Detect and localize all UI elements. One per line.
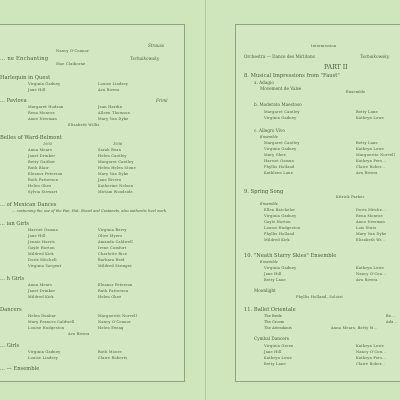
cast-name: Margaret Cantley [264,110,300,114]
subnumber-title: Movement de Valse [260,86,302,91]
cast-name: Anne Newman [28,117,57,121]
cast-name: Mildred Kirk [28,252,54,256]
cast-name: Kathryn Lowe [356,344,384,348]
cast-name: Betty Lane [356,110,378,114]
number-title: ... ne Enchanting [0,56,49,62]
intermission-label: Intermission [311,44,337,48]
subnumber-title: Moonlight [254,288,276,293]
performer-name: Kitrick Parker [336,195,365,199]
cast-name: Nancy O'Con... [356,272,387,276]
number-title: ... Girls [0,343,20,349]
cast-name: Miriam Woodside [98,190,133,194]
cast-name: Virginia Green [264,344,294,348]
performer-name: Mae Claiborne [56,62,86,66]
cast-name: Mary Van Dyke [98,117,129,121]
cast-name: Eleanor Peterson [28,172,63,176]
cast-name: Jane Rivera [98,178,122,182]
cast-name: Elizabeth Wi... [356,238,386,242]
cast-name: Ada... [386,320,398,324]
cast-name: Betty Lane [356,141,378,145]
number-title: Dancers [0,307,22,313]
cast-name: Gayle Horton [264,220,291,224]
composer-strauss: Strauss [148,43,165,48]
cast-name: Claire Rober... [356,362,386,366]
cast-name: Betty Lane [264,278,286,282]
cast-name: Phyllis Holland [264,232,295,236]
number-note: ... costuming the use of the Fan, Hat, Shawl and Castanets, also authentic heel work. [12,209,168,213]
cast-name: Helen Helen Stone [98,166,136,170]
cast-name: Virginia Gadney [28,82,61,86]
cast-name: Doris Mitchell [28,258,57,262]
number-title: ... Pavlova [0,98,27,104]
number-title: ... h Girls [0,276,25,282]
cast-name: Anna Mears [28,148,53,152]
cast-name: Virginia Gadney [264,116,297,120]
cast-name: Betty Gaither [28,160,56,164]
ensemble-label: Ensemble [346,90,366,94]
cast-name: Jane Hill [264,350,282,354]
cast-name: Jennie Harris [28,240,55,244]
cast-name: Helen Ghee [98,295,122,299]
cast-name: Ruth Moore [98,350,122,354]
ensemble-label: Ensemble [260,260,278,264]
ensemble-label: Ensemble [260,202,278,206]
number-title: 11. Ballet Orientale [244,307,296,313]
subnumber-title: a. Adagio [254,80,274,85]
cast-name: Jane Hill [264,272,282,276]
cast-name: Kathleen Lane [264,171,294,175]
number-title: Belles of Ward-Belmont [0,135,62,141]
cast-name: Barbara Reid [98,258,125,262]
cast-name: Rena Monroe [356,214,383,218]
subnumber-title: b. Moderato Maestoso [254,102,302,107]
cast-name: Kathryn Lowe [356,147,384,151]
cast-name: Marguerite Norvell [356,153,395,157]
cast-name: Louise Hudgeston [28,326,65,330]
cast-name: Ruth Patterson [28,178,59,182]
number-title: 8. Musical Impressions from "Faust" [244,73,340,79]
right-page [235,24,400,382]
cast-name: Marguerite Norvell [98,314,137,318]
cast-name: Sylvia Stewart [28,190,58,194]
cast-name: Amanda Caldwell [98,240,133,244]
number-title: 10. "Neath Starry Skies" Ensemble [244,253,337,259]
cast-name: Ava Rivera [98,88,120,92]
cast-name: Rena Monroe [28,111,55,115]
cast-name: Mary Frances Caldwell [28,320,75,324]
cast-name: Mary Van Dyke [98,172,129,176]
cast-name: Mildred Kirk [28,295,54,299]
orchestra-line: Orchestra — Dance des Mirlitons [244,54,315,59]
role-label: The Attendants [264,326,292,330]
cast-name: Virginia Sargent [28,264,62,268]
cast-name: Kathryn Lowe [356,116,384,120]
cast-name: Ruth Patterson [98,289,129,293]
cast-name: Nancy O'Con... [356,350,387,354]
cast-name: Helen Dunbar [28,314,57,318]
cast-name: Phyllis Holland [264,165,295,169]
page-fold [205,0,206,400]
cast-name: Claire Rober... [356,165,386,169]
composer-tschaikowsky: Tschaikowsky [130,56,160,61]
cast-name: Virginia Gadney [28,350,61,354]
cast-name: Kathryn Pers... [356,356,387,360]
cast-name: Claire Roberts [98,356,128,360]
cast-name: Mildred Stringer [98,264,132,268]
cast-name: Kathryn Pers... [356,159,387,163]
cast-name: Janet Drinker [28,289,56,293]
cast-name: Ruth Blair [28,166,49,170]
cast-name: Virginia Gadney [264,214,297,218]
cast-name: Jean Hardin [98,105,123,109]
part-heading: PART II [324,64,348,71]
cast-name: Louise Lindsey [28,356,59,360]
cast-name: Lois Stutz [356,226,377,230]
subnumber-title: Cymbal Dancers [254,336,289,341]
cast-name: Eleanor Peterson [98,283,133,287]
number-title: Harlequin in Quest [0,75,51,81]
ensemble-label: Ensemble [260,135,278,139]
composer-friml: Friml [156,98,168,103]
cast-name: Betty Lane [264,362,286,366]
left-page [0,24,185,382]
cast-name: Louise Lindsey [98,82,129,86]
cast-name: Margaret Cantley [264,141,300,145]
cast-name: Mary Ghee [264,153,286,157]
cast-name: Ava Rivera [356,278,378,282]
cast-name: Alleen Thomson [98,111,131,115]
cast-name: Katherine Nelson [98,184,134,188]
performer-name: Nancy O'Connor [56,49,89,53]
cast-name: Margaret Cantley [98,160,134,164]
cast-name: Ava Rivera [68,332,90,336]
cast-name: Mary Van Dyke [356,232,387,236]
number-title: ... ian Girls [0,221,29,227]
cast-name: Nancy O'Connor [98,320,131,324]
number-title: ... — Ensemble [0,366,40,372]
cast-name: Doris Mitche... [356,208,387,212]
cast-name: Janet Drinker [28,154,56,158]
cast-name: Virginia Gadney [264,266,297,270]
cast-name: Jane Hill [28,88,46,92]
cast-name: Be... [386,314,396,318]
cast-name: Helen Cantley [98,154,127,158]
cast-name: Harriet Osmun [28,228,59,232]
cast-name: Anna Mears, Betty M... [331,326,378,330]
cast-name: Irene Comfort [98,246,127,250]
cast-name: Harriet Osmun [264,159,295,163]
class-year: 1936 [113,142,123,146]
cast-name: Sarah Bean [98,148,122,152]
class-year: 1935 [43,142,53,146]
cast-name: Elizabeth Willis [68,123,100,127]
cast-name: Virginia Berry [98,228,127,232]
cast-name: Ellen Batchelor [264,208,296,212]
cast-name: Helen Ewing [98,326,124,330]
subnumber-title: c. Allegro Vivo [254,128,285,133]
composer-tschaikowsky: Tschaikowsky [360,54,390,59]
cast-name: Mildred Kirk [264,238,290,242]
cast-name: Jane Hill [28,234,46,238]
cast-name: Charlotte Rice [98,252,128,256]
cast-name: Ava Rivera [356,171,378,175]
cast-name: Margaret Hudson [28,105,64,109]
cast-name: Helen Ghee [28,184,52,188]
cast-name: Olive Myers [98,234,123,238]
number-title: ... of Mexican Dances [0,202,57,208]
role-label: The Groom [264,320,285,324]
role-label: The Bride [264,314,282,318]
cast-name: Virginia Gadney [264,147,297,151]
number-title: 9. Spring Song [244,189,284,195]
soloist-name: Phyllis Holland, Soloist [296,295,344,299]
cast-name: Kathryn Lowe [264,356,292,360]
cast-name: Louise Hudgeston [264,226,301,230]
cast-name: Gayle Horton [28,246,55,250]
cast-name: Anna Mears [28,283,53,287]
cast-name: Kathryn Lowe [356,266,384,270]
cast-name: Anne Newman [356,220,385,224]
